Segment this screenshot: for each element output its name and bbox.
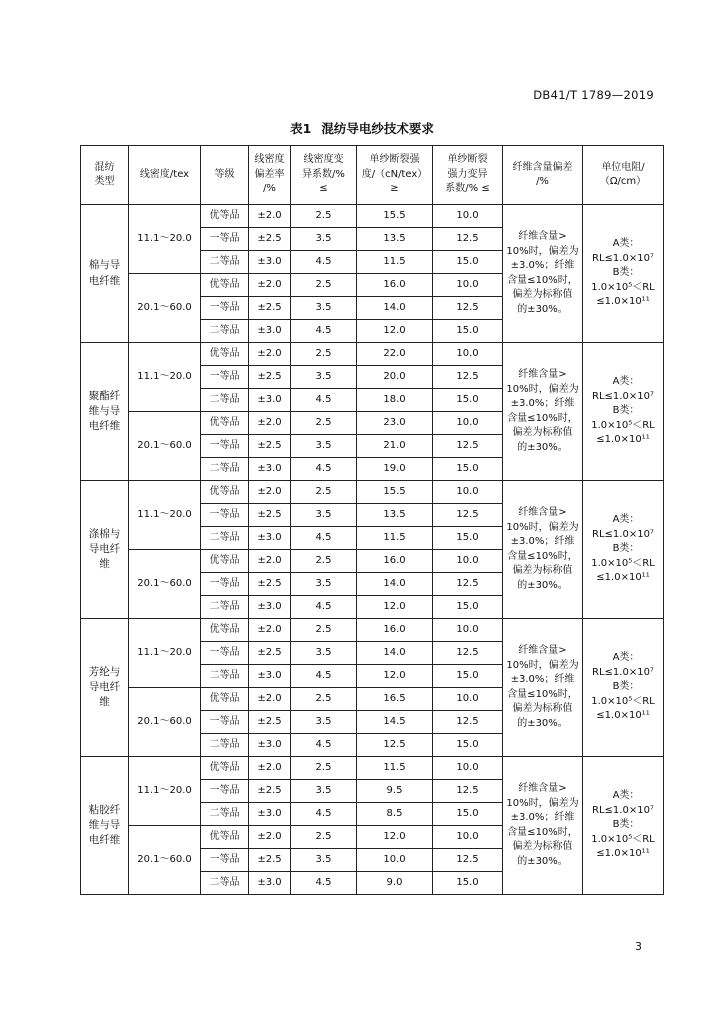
unit-resistance-line: 1.0×10⁵＜RL: [591, 419, 655, 431]
density-deviation-cell: ±2.5: [249, 780, 291, 803]
column-header-line: 单纱断裂强: [369, 154, 420, 166]
fiber-content-deviation-line: 纤维含量>: [518, 783, 567, 794]
fiber-content-deviation-line: ±3.0%；纤维: [510, 812, 575, 823]
unit-resistance-line: ≤1.0×10¹¹: [596, 710, 650, 722]
fiber-content-deviation-line: 10%时，偏差为: [506, 797, 579, 809]
breaking-tenacity-cell: 16.0: [357, 619, 433, 642]
density-cv-cell: 4.5: [291, 458, 357, 481]
density-deviation-cell: ±2.0: [249, 757, 291, 780]
density-deviation-cell: ±2.0: [249, 481, 291, 504]
density-deviation-cell: ±3.0: [249, 803, 291, 826]
density-deviation-cell: ±2.5: [249, 504, 291, 527]
density-cv-cell: 2.5: [291, 205, 357, 228]
unit-resistance-line: RL≤1.0×10⁷: [592, 804, 654, 816]
blend-type-line: 棉与导: [88, 259, 121, 272]
strength-cv-cell: 10.0: [433, 757, 503, 780]
unit-resistance-line: A类：: [612, 652, 640, 664]
density-cv-cell: 4.5: [291, 872, 357, 895]
strength-cv-cell: 10.0: [433, 481, 503, 504]
strength-cv-cell: 15.0: [433, 596, 503, 619]
table-body: [81, 205, 664, 895]
grade-cell: 二等品: [201, 458, 249, 481]
density-cv-cell: 3.5: [291, 711, 357, 734]
unit-resistance-cell: [583, 343, 664, 481]
grade-cell: 二等品: [201, 872, 249, 895]
unit-resistance-line: A类：: [612, 376, 640, 388]
breaking-tenacity-cell: 14.0: [357, 573, 433, 596]
blend-type-line: 维与导: [88, 818, 121, 831]
unit-resistance-line: B类：: [612, 681, 640, 693]
breaking-tenacity-cell: 12.0: [357, 826, 433, 849]
unit-resistance-line: RL≤1.0×10⁷: [592, 528, 654, 540]
table-row: [81, 205, 664, 228]
grade-cell: 二等品: [201, 665, 249, 688]
density-cv-cell: 4.5: [291, 803, 357, 826]
density-cv-cell: 4.5: [291, 320, 357, 343]
breaking-tenacity-cell: 10.0: [357, 849, 433, 872]
unit-resistance-line: 1.0×10⁵＜RL: [591, 557, 655, 569]
density-deviation-cell: ±2.0: [249, 550, 291, 573]
column-header: [249, 146, 291, 205]
blend-type-line: 维: [99, 558, 110, 571]
grade-cell: 优等品: [201, 205, 249, 228]
fiber-content-deviation-cell: [503, 757, 583, 895]
density-cv-cell: 2.5: [291, 550, 357, 573]
header-row: [81, 146, 664, 205]
grade-cell: 优等品: [201, 619, 249, 642]
grade-cell: 一等品: [201, 228, 249, 251]
density-cv-cell: 2.5: [291, 343, 357, 366]
fiber-content-deviation-line: ±3.0%；纤维: [510, 536, 575, 547]
grade-cell: 优等品: [201, 550, 249, 573]
blend-type-line: 维: [99, 696, 110, 709]
fiber-content-deviation-line: 偏差为标称值: [512, 427, 573, 438]
unit-resistance-line: RL≤1.0×10⁷: [592, 390, 654, 402]
fiber-content-deviation-line: 的±30%。: [517, 717, 568, 729]
strength-cv-cell: 10.0: [433, 688, 503, 711]
breaking-tenacity-cell: 11.5: [357, 251, 433, 274]
density-deviation-cell: ±2.0: [249, 205, 291, 228]
blend-type-line: 聚酯纤: [88, 389, 121, 402]
breaking-tenacity-cell: 19.0: [357, 458, 433, 481]
column-header: [129, 146, 201, 205]
fiber-content-deviation-line: ±3.0%；纤维: [510, 398, 575, 409]
density-cv-cell: 2.5: [291, 481, 357, 504]
density-cv-cell: 3.5: [291, 504, 357, 527]
density-cv-cell: 2.5: [291, 274, 357, 297]
unit-resistance-line: ≤1.0×10¹¹: [596, 572, 650, 584]
strength-cv-cell: 12.5: [433, 849, 503, 872]
blend-type-cell: [81, 481, 129, 619]
grade-cell: 二等品: [201, 251, 249, 274]
density-deviation-cell: ±3.0: [249, 596, 291, 619]
unit-resistance-line: A类：: [612, 238, 640, 250]
grade-cell: 一等品: [201, 435, 249, 458]
fiber-content-deviation-line: 纤维含量>: [518, 507, 567, 518]
fiber-content-deviation-line: 纤维含量>: [518, 645, 567, 656]
fiber-content-deviation-line: 纤维含量>: [518, 369, 567, 380]
technical-requirements-table: [80, 145, 664, 895]
blend-type-line: 维与导: [88, 404, 121, 417]
fiber-content-deviation-line: 含量≤10%时，: [507, 412, 578, 424]
unit-resistance-line: RL≤1.0×10⁷: [592, 252, 654, 264]
standard-number: DB41/T 1789—2019: [533, 88, 654, 102]
grade-cell: 优等品: [201, 688, 249, 711]
table-row: [81, 343, 664, 366]
blend-type-line: 芳纶与: [88, 665, 121, 678]
linear-density-range-cell: 20.1～60.0: [129, 412, 201, 481]
density-cv-cell: 4.5: [291, 596, 357, 619]
strength-cv-cell: 15.0: [433, 665, 503, 688]
fiber-content-deviation-line: 10%时，偏差为: [506, 245, 579, 257]
density-deviation-cell: ±3.0: [249, 734, 291, 757]
breaking-tenacity-cell: 11.5: [357, 527, 433, 550]
density-deviation-cell: ±3.0: [249, 251, 291, 274]
fiber-content-deviation-line: 的±30%。: [517, 579, 568, 591]
density-deviation-cell: ±2.5: [249, 849, 291, 872]
blend-type-cell: [81, 757, 129, 895]
column-header-line: 纤维含量偏差: [512, 161, 573, 173]
column-header: [357, 146, 433, 205]
grade-cell: 一等品: [201, 780, 249, 803]
density-cv-cell: 4.5: [291, 527, 357, 550]
grade-cell: 优等品: [201, 826, 249, 849]
table-row: [81, 619, 664, 642]
density-deviation-cell: ±2.0: [249, 343, 291, 366]
linear-density-range-cell: 20.1～60.0: [129, 688, 201, 757]
fiber-content-deviation-line: 10%时，偏差为: [506, 521, 579, 533]
strength-cv-cell: 15.0: [433, 251, 503, 274]
fiber-content-deviation-line: 偏差为标称值: [512, 841, 573, 852]
fiber-content-deviation-line: 偏差为标称值: [512, 289, 573, 300]
table-row: [81, 757, 664, 780]
density-cv-cell: 3.5: [291, 435, 357, 458]
grade-cell: 优等品: [201, 757, 249, 780]
density-deviation-cell: ±3.0: [249, 527, 291, 550]
density-cv-cell: 2.5: [291, 688, 357, 711]
density-deviation-cell: ±2.0: [249, 619, 291, 642]
column-header: [583, 146, 664, 205]
fiber-content-deviation-line: 含量≤10%时，: [507, 550, 578, 562]
column-header-line: 单纱断裂: [447, 154, 488, 166]
density-deviation-cell: ±2.5: [249, 228, 291, 251]
breaking-tenacity-cell: 22.0: [357, 343, 433, 366]
unit-resistance-cell: [583, 619, 664, 757]
column-header-line: 度/（cN/tex）: [361, 168, 428, 180]
strength-cv-cell: 12.5: [433, 711, 503, 734]
unit-resistance-line: B类：: [612, 405, 640, 417]
strength-cv-cell: 12.5: [433, 573, 503, 596]
grade-cell: 一等品: [201, 573, 249, 596]
strength-cv-cell: 15.0: [433, 320, 503, 343]
grade-cell: 二等品: [201, 803, 249, 826]
blend-type-line: 电纤维: [88, 834, 121, 847]
strength-cv-cell: 10.0: [433, 205, 503, 228]
breaking-tenacity-cell: 21.0: [357, 435, 433, 458]
grade-cell: 优等品: [201, 343, 249, 366]
grade-cell: 优等品: [201, 274, 249, 297]
breaking-tenacity-cell: 8.5: [357, 803, 433, 826]
grade-cell: 二等品: [201, 734, 249, 757]
blend-type-line: 电纤维: [88, 274, 121, 287]
column-header-line: 等级: [214, 168, 235, 180]
density-cv-cell: 2.5: [291, 619, 357, 642]
density-deviation-cell: ±3.0: [249, 389, 291, 412]
strength-cv-cell: 12.5: [433, 435, 503, 458]
blend-type-cell: [81, 205, 129, 343]
density-cv-cell: 3.5: [291, 849, 357, 872]
strength-cv-cell: 12.5: [433, 504, 503, 527]
density-cv-cell: 4.5: [291, 389, 357, 412]
linear-density-range-cell: 20.1～60.0: [129, 274, 201, 343]
unit-resistance-line: 1.0×10⁵＜RL: [591, 695, 655, 707]
density-cv-cell: 2.5: [291, 757, 357, 780]
linear-density-range-cell: 11.1～20.0: [129, 481, 201, 550]
breaking-tenacity-cell: 15.5: [357, 205, 433, 228]
unit-resistance-line: ≤1.0×10¹¹: [596, 848, 650, 860]
density-deviation-cell: ±2.0: [249, 826, 291, 849]
breaking-tenacity-cell: 12.0: [357, 320, 433, 343]
strength-cv-cell: 15.0: [433, 389, 503, 412]
grade-cell: 二等品: [201, 389, 249, 412]
breaking-tenacity-cell: 13.5: [357, 228, 433, 251]
density-deviation-cell: ±2.5: [249, 366, 291, 389]
density-deviation-cell: ±2.0: [249, 412, 291, 435]
blend-type-line: 导电纤: [88, 680, 121, 693]
breaking-tenacity-cell: 16.0: [357, 274, 433, 297]
fiber-content-deviation-line: 含量≤10%时，: [507, 826, 578, 838]
fiber-content-deviation-cell: [503, 205, 583, 343]
table-caption-title: 混纺导电纱技术要求: [321, 121, 434, 136]
density-cv-cell: 2.5: [291, 826, 357, 849]
breaking-tenacity-cell: 12.5: [357, 734, 433, 757]
column-header-line: 混纺: [94, 161, 115, 173]
density-deviation-cell: ±2.0: [249, 688, 291, 711]
density-deviation-cell: ±2.5: [249, 642, 291, 665]
breaking-tenacity-cell: 14.0: [357, 642, 433, 665]
density-deviation-cell: ±2.5: [249, 711, 291, 734]
blend-type-cell: [81, 619, 129, 757]
breaking-tenacity-cell: 18.0: [357, 389, 433, 412]
column-header-line: 单位电阻/: [601, 161, 645, 173]
density-cv-cell: 2.5: [291, 412, 357, 435]
unit-resistance-cell: [583, 481, 664, 619]
grade-cell: 二等品: [201, 320, 249, 343]
density-deviation-cell: ±2.5: [249, 435, 291, 458]
density-cv-cell: 4.5: [291, 665, 357, 688]
grade-cell: 一等品: [201, 366, 249, 389]
grade-cell: 一等品: [201, 642, 249, 665]
blend-type-line: 粘胶纤: [88, 803, 121, 816]
density-deviation-cell: ±3.0: [249, 665, 291, 688]
strength-cv-cell: 10.0: [433, 343, 503, 366]
density-cv-cell: 3.5: [291, 228, 357, 251]
page-number: 3: [635, 940, 642, 953]
table-caption-number: 表1: [290, 121, 312, 136]
column-header: [291, 146, 357, 205]
unit-resistance-line: RL≤1.0×10⁷: [592, 666, 654, 678]
blend-type-line: 电纤维: [88, 420, 121, 433]
breaking-tenacity-cell: 16.0: [357, 550, 433, 573]
strength-cv-cell: 15.0: [433, 803, 503, 826]
fiber-content-deviation-line: 偏差为标称值: [512, 565, 573, 576]
linear-density-range-cell: 11.1～20.0: [129, 343, 201, 412]
density-deviation-cell: ±3.0: [249, 872, 291, 895]
density-cv-cell: 4.5: [291, 251, 357, 274]
strength-cv-cell: 10.0: [433, 619, 503, 642]
unit-resistance-line: ≤1.0×10¹¹: [596, 434, 650, 446]
breaking-tenacity-cell: 9.0: [357, 872, 433, 895]
breaking-tenacity-cell: 16.5: [357, 688, 433, 711]
fiber-content-deviation-cell: [503, 619, 583, 757]
breaking-tenacity-cell: 12.0: [357, 665, 433, 688]
column-header: [433, 146, 503, 205]
blend-type-line: 导电纤: [88, 542, 121, 555]
density-deviation-cell: ±3.0: [249, 458, 291, 481]
unit-resistance-line: B类：: [612, 267, 640, 279]
fiber-content-deviation-line: 10%时，偏差为: [506, 383, 579, 395]
density-cv-cell: 3.5: [291, 297, 357, 320]
column-header-line: 系数/% ≤: [445, 183, 490, 195]
column-header: [81, 146, 129, 205]
column-header-line: 线密度变: [303, 154, 344, 166]
strength-cv-cell: 10.0: [433, 274, 503, 297]
column-header: [503, 146, 583, 205]
column-header-line: ≤: [319, 183, 328, 195]
density-deviation-cell: ±2.0: [249, 274, 291, 297]
fiber-content-deviation-cell: [503, 481, 583, 619]
breaking-tenacity-cell: 14.0: [357, 297, 433, 320]
strength-cv-cell: 10.0: [433, 826, 503, 849]
unit-resistance-line: A类：: [612, 514, 640, 526]
unit-resistance-line: ≤1.0×10¹¹: [596, 296, 650, 308]
unit-resistance-line: B类：: [612, 819, 640, 831]
unit-resistance-line: 1.0×10⁵＜RL: [591, 281, 655, 293]
density-cv-cell: 3.5: [291, 642, 357, 665]
unit-resistance-line: B类：: [612, 543, 640, 555]
column-header-line: 线密度/tex: [139, 168, 190, 180]
fiber-content-deviation-line: 10%时，偏差为: [506, 659, 579, 671]
breaking-tenacity-cell: 13.5: [357, 504, 433, 527]
grade-cell: 优等品: [201, 481, 249, 504]
unit-resistance-cell: [583, 757, 664, 895]
column-header-line: 类型: [94, 176, 115, 187]
fiber-content-deviation-line: 的±30%。: [517, 441, 568, 453]
fiber-content-deviation-line: 的±30%。: [517, 855, 568, 867]
fiber-content-deviation-cell: [503, 343, 583, 481]
strength-cv-cell: 15.0: [433, 734, 503, 757]
breaking-tenacity-cell: 20.0: [357, 366, 433, 389]
fiber-content-deviation-line: 的±30%。: [517, 303, 568, 315]
density-deviation-cell: ±3.0: [249, 320, 291, 343]
unit-resistance-line: A类：: [612, 790, 640, 802]
column-header-line: 偏差率: [254, 168, 285, 180]
column-header-line: 线密度: [254, 154, 285, 166]
unit-resistance-cell: [583, 205, 664, 343]
unit-resistance-line: 1.0×10⁵＜RL: [591, 833, 655, 845]
strength-cv-cell: 12.5: [433, 780, 503, 803]
strength-cv-cell: 10.0: [433, 550, 503, 573]
blend-type-cell: [81, 343, 129, 481]
grade-cell: 一等品: [201, 849, 249, 872]
density-deviation-cell: ±2.5: [249, 573, 291, 596]
grade-cell: 一等品: [201, 297, 249, 320]
strength-cv-cell: 12.5: [433, 297, 503, 320]
column-header-line: /%: [263, 183, 276, 195]
linear-density-range-cell: 11.1～20.0: [129, 757, 201, 826]
density-cv-cell: 3.5: [291, 780, 357, 803]
breaking-tenacity-cell: 23.0: [357, 412, 433, 435]
strength-cv-cell: 12.5: [433, 228, 503, 251]
grade-cell: 一等品: [201, 711, 249, 734]
density-deviation-cell: ±2.5: [249, 297, 291, 320]
fiber-content-deviation-line: ±3.0%；纤维: [510, 260, 575, 271]
breaking-tenacity-cell: 14.5: [357, 711, 433, 734]
strength-cv-cell: 15.0: [433, 872, 503, 895]
blend-type-line: 涤棉与: [88, 527, 121, 540]
fiber-content-deviation-line: 纤维含量>: [518, 231, 567, 242]
column-header-line: ≥: [390, 183, 399, 195]
linear-density-range-cell: 20.1～60.0: [129, 826, 201, 895]
grade-cell: 优等品: [201, 412, 249, 435]
grade-cell: 二等品: [201, 596, 249, 619]
column-header-line: 异系数/%: [302, 168, 345, 180]
linear-density-range-cell: 11.1～20.0: [129, 619, 201, 688]
breaking-tenacity-cell: 11.5: [357, 757, 433, 780]
strength-cv-cell: 10.0: [433, 412, 503, 435]
breaking-tenacity-cell: 15.5: [357, 481, 433, 504]
breaking-tenacity-cell: 9.5: [357, 780, 433, 803]
table-row: [81, 481, 664, 504]
breaking-tenacity-cell: 12.0: [357, 596, 433, 619]
fiber-content-deviation-line: 含量≤10%时，: [507, 688, 578, 700]
linear-density-range-cell: 11.1～20.0: [129, 205, 201, 274]
column-header-line: （Ω/cm）: [599, 176, 647, 187]
fiber-content-deviation-line: 偏差为标称值: [512, 703, 573, 714]
table-caption: [0, 119, 724, 137]
density-cv-cell: 3.5: [291, 366, 357, 389]
density-cv-cell: 4.5: [291, 734, 357, 757]
strength-cv-cell: 15.0: [433, 527, 503, 550]
strength-cv-cell: 12.5: [433, 642, 503, 665]
density-cv-cell: 3.5: [291, 573, 357, 596]
column-header: [201, 146, 249, 205]
fiber-content-deviation-line: ±3.0%；纤维: [510, 674, 575, 685]
column-header-line: 强力变异: [447, 168, 488, 180]
strength-cv-cell: 15.0: [433, 458, 503, 481]
grade-cell: 二等品: [201, 527, 249, 550]
fiber-content-deviation-line: 含量≤10%时，: [507, 274, 578, 286]
linear-density-range-cell: 20.1～60.0: [129, 550, 201, 619]
strength-cv-cell: 12.5: [433, 366, 503, 389]
column-header-line: /%: [536, 176, 549, 187]
grade-cell: 一等品: [201, 504, 249, 527]
